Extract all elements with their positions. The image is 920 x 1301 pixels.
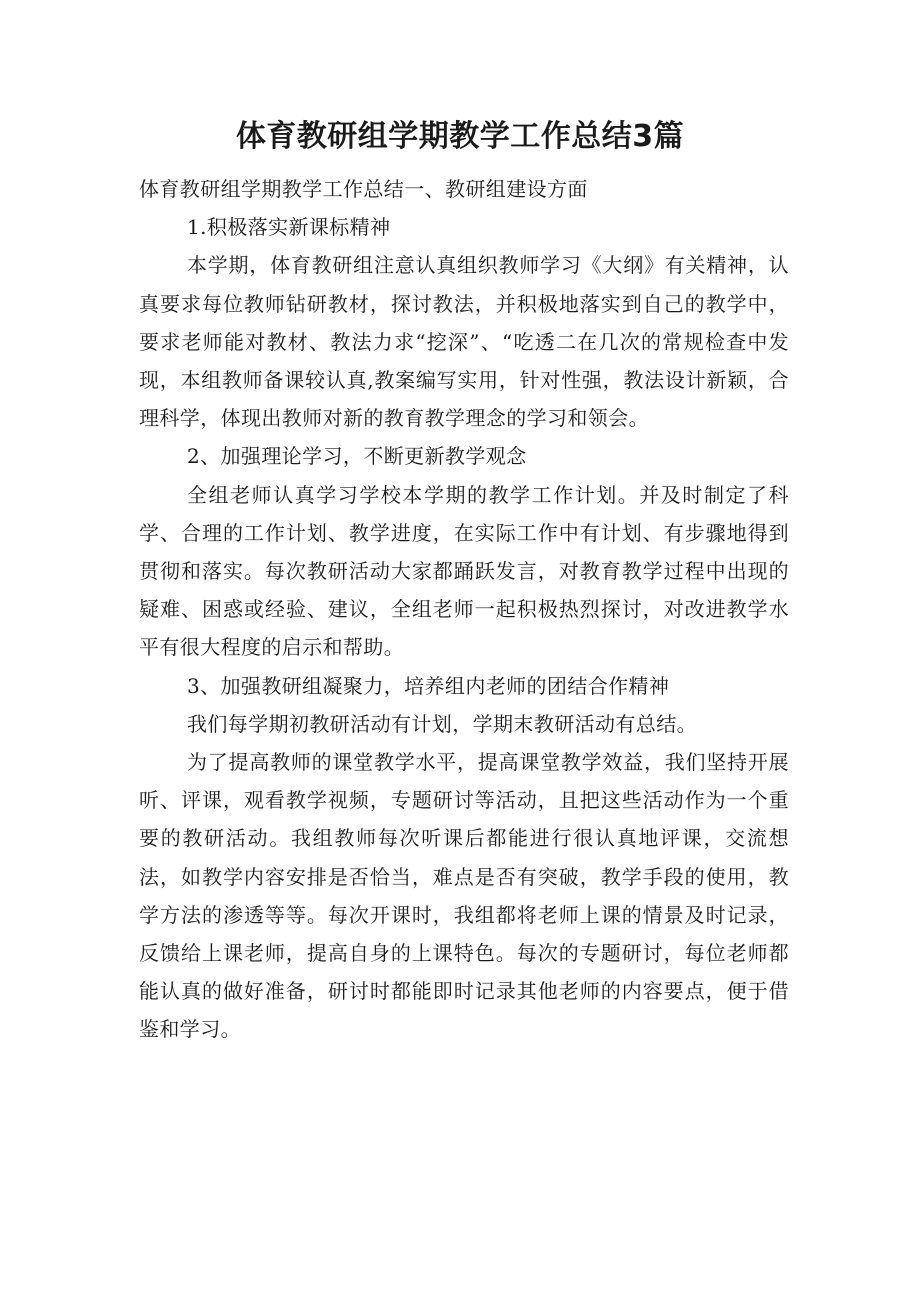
- subheading-3: 3、加强教研组凝聚力，培养组内老师的团结合作精神: [187, 673, 670, 698]
- document-title: 体育教研组学期教学工作总结3篇: [235, 119, 685, 154]
- paragraph-3: 我们每学期初教研活动有计划，学期末教研活动有总结。: [187, 711, 697, 736]
- paragraph-2: 全组老师认真学习学校本学期的教学工作计划。并及时制定了科学、合理的工作计划、教学进度，在实际工作中有计划、有步骤地得到贯彻和落实。每次教研活动大家都踊跃发言，对教育教学过程中出现的疑难、困惑或经验、建议，全组老师一起积极热烈探讨，对改进教学水平有很大程度的启示和帮助。: [139, 482, 789, 660]
- section-heading: 体育教研组学期教学工作总结一、教研组建设方面: [139, 177, 588, 201]
- paragraph-1: 本学期，体育教研组注意认真组织教师学习《大纲》有关精神，认真要求每位教师钻研教材，探讨教法，并积极地落实到自己的教学中，要求老师能对教材、教法力求“挖深”、“吃透二在几次的常规检查中发现，本组教师备课较认真,教案编写实用，针对性强，教法设计新颖，合理科学，体现出教师对新的教育教学理念的学习和领会。: [139, 253, 789, 431]
- document-body: [139, 170, 789, 1049]
- paragraph-4: 为了提高教师的课堂教学水平，提高课堂教学效益，我们坚持开展听、评课，观看教学视频，专题研讨等活动，且把这些活动作为一个重要的教研活动。我组教师每次听课后都能进行很认真地评课，交流想法，如教学内容安排是否恰当，难点是否有突破，教学手段的使用，教学方法的渗透等等。每次开课时，我组都将老师上课的情景及时记录，反馈给上课老师，提高自身的上课特色。每次的专题研讨，每位老师都能认真的做好准备，研讨时都能即时记录其他老师的内容要点，便于借鉴和学习。: [139, 750, 789, 1042]
- subheading-1: 1.积极落实新课标精神: [187, 215, 391, 240]
- subheading-2: 2、加强理论学习，不断更新教学观念: [187, 444, 527, 469]
